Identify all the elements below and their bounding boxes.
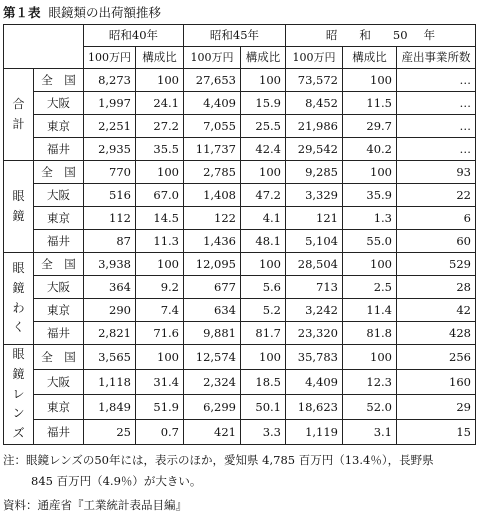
region-label: 東京: [34, 299, 84, 322]
ratio-cell: 100: [343, 161, 397, 184]
ratio-cell: 48.1: [241, 230, 286, 253]
amount-cell: 1,436: [184, 230, 241, 253]
source-note: 資料：通産省『工業統計表品目編』: [3, 498, 187, 512]
ratio-cell: 81.8: [343, 322, 397, 345]
ratio-cell: 11.4: [343, 299, 397, 322]
group-label: 眼鏡レンズ: [4, 345, 34, 445]
ratio-cell: 55.0: [343, 230, 397, 253]
ratio-cell: 18.5: [241, 369, 286, 394]
amount-cell: 634: [184, 299, 241, 322]
table-number: 第１表: [3, 5, 41, 20]
note-line-1: 注：眼鏡レンズの50年には，表示のほか，愛知県 4,785 百万円（13.4％），長野県: [3, 453, 434, 467]
ratio-cell: 2.5: [343, 276, 397, 299]
note-line-2: 845 百万円（4.9％）が大きい。: [31, 474, 202, 488]
ratio-cell: 40.2: [343, 138, 397, 161]
amount-cell: 29,542: [286, 138, 343, 161]
ratio-cell: 5.6: [241, 276, 286, 299]
amount-cell: 3,938: [84, 253, 136, 276]
amount-cell: 87: [84, 230, 136, 253]
ratio-cell: 51.9: [136, 394, 184, 419]
table-title-text: 眼鏡類の出荷額推移: [48, 5, 162, 20]
group-label: 合計: [4, 69, 34, 161]
region-label: 福井: [34, 322, 84, 345]
amount-cell: 18,623: [286, 394, 343, 419]
ratio-cell: 47.2: [241, 184, 286, 207]
amount-cell: 2,251: [84, 115, 136, 138]
amount-cell: 23,320: [286, 322, 343, 345]
ratio-cell: 11.5: [343, 92, 397, 115]
establishment-count-cell: …: [397, 69, 476, 92]
amount-cell: 770: [84, 161, 136, 184]
ratio-cell: 100: [343, 69, 397, 92]
amount-cell: 677: [184, 276, 241, 299]
ratio-cell: 7.4: [136, 299, 184, 322]
ratio-cell: 15.9: [241, 92, 286, 115]
establishment-count-cell: 42: [397, 299, 476, 322]
establishment-count-cell: 29: [397, 394, 476, 419]
header-ratio: 構成比: [136, 47, 184, 69]
table-row: [4, 369, 476, 394]
header-year-40: 昭和40年: [84, 25, 184, 47]
establishment-count-cell: …: [397, 138, 476, 161]
amount-cell: 3,329: [286, 184, 343, 207]
table-row: [4, 184, 476, 207]
amount-cell: 1,997: [84, 92, 136, 115]
ratio-cell: 100: [241, 345, 286, 370]
amount-cell: 27,653: [184, 69, 241, 92]
ratio-cell: 100: [136, 69, 184, 92]
region-label: 全 国: [34, 161, 84, 184]
amount-cell: 713: [286, 276, 343, 299]
region-label: 全 国: [34, 345, 84, 370]
amount-cell: 2,324: [184, 369, 241, 394]
ratio-cell: 100: [241, 253, 286, 276]
amount-cell: 9,285: [286, 161, 343, 184]
amount-cell: 11,737: [184, 138, 241, 161]
shipment-table: [3, 24, 476, 445]
establishment-count-cell: 428: [397, 322, 476, 345]
establishment-count-cell: …: [397, 115, 476, 138]
region-label: 福井: [34, 419, 84, 444]
ratio-cell: 71.6: [136, 322, 184, 345]
ratio-cell: 81.7: [241, 322, 286, 345]
ratio-cell: 27.2: [136, 115, 184, 138]
amount-cell: 21,986: [286, 115, 343, 138]
amount-cell: 25: [84, 419, 136, 444]
table-row: [4, 92, 476, 115]
ratio-cell: 100: [343, 345, 397, 370]
ratio-cell: 100: [136, 161, 184, 184]
amount-cell: 421: [184, 419, 241, 444]
table-row: [4, 322, 476, 345]
ratio-cell: 100: [343, 253, 397, 276]
amount-cell: 290: [84, 299, 136, 322]
establishment-count-cell: 256: [397, 345, 476, 370]
region-label: 福井: [34, 230, 84, 253]
amount-cell: 364: [84, 276, 136, 299]
header-amount: 100万円: [84, 47, 136, 69]
ratio-cell: 100: [136, 345, 184, 370]
amount-cell: 28,504: [286, 253, 343, 276]
amount-cell: 12,574: [184, 345, 241, 370]
amount-cell: 12,095: [184, 253, 241, 276]
header-ratio: 構成比: [241, 47, 286, 69]
establishment-count-cell: 529: [397, 253, 476, 276]
establishment-count-cell: …: [397, 92, 476, 115]
ratio-cell: 1.3: [343, 207, 397, 230]
ratio-cell: 5.2: [241, 299, 286, 322]
amount-cell: 5,104: [286, 230, 343, 253]
amount-cell: 112: [84, 207, 136, 230]
amount-cell: 2,821: [84, 322, 136, 345]
ratio-cell: 29.7: [343, 115, 397, 138]
establishment-count-cell: 28: [397, 276, 476, 299]
establishment-count-cell: 60: [397, 230, 476, 253]
ratio-cell: 100: [241, 161, 286, 184]
amount-cell: 4,409: [184, 92, 241, 115]
amount-cell: 4,409: [286, 369, 343, 394]
establishment-count-cell: 22: [397, 184, 476, 207]
amount-cell: 73,572: [286, 69, 343, 92]
header-amount: 100万円: [184, 47, 241, 69]
region-label: 東京: [34, 115, 84, 138]
header-amount: 100万円: [286, 47, 343, 69]
ratio-cell: 100: [241, 69, 286, 92]
group-label: 眼鏡わく: [4, 253, 34, 345]
table-row: [4, 394, 476, 419]
amount-cell: 516: [84, 184, 136, 207]
header-year-50: 昭 和 50 年: [286, 25, 476, 47]
region-label: 福井: [34, 138, 84, 161]
header-row-years: [4, 25, 476, 47]
amount-cell: 3,242: [286, 299, 343, 322]
ratio-cell: 35.5: [136, 138, 184, 161]
region-label: 東京: [34, 394, 84, 419]
ratio-cell: 3.1: [343, 419, 397, 444]
table-row: [4, 299, 476, 322]
region-label: 全 国: [34, 69, 84, 92]
amount-cell: 8,273: [84, 69, 136, 92]
region-label: 大阪: [34, 184, 84, 207]
ratio-cell: 0.7: [136, 419, 184, 444]
table-title: [3, 3, 161, 21]
ratio-cell: 12.3: [343, 369, 397, 394]
amount-cell: 3,565: [84, 345, 136, 370]
ratio-cell: 31.4: [136, 369, 184, 394]
amount-cell: 2,935: [84, 138, 136, 161]
table-row: [4, 419, 476, 444]
region-label: 全 国: [34, 253, 84, 276]
establishment-count-cell: 15: [397, 419, 476, 444]
ratio-cell: 35.9: [343, 184, 397, 207]
establishment-count-cell: 160: [397, 369, 476, 394]
amount-cell: 1,118: [84, 369, 136, 394]
table-row: [4, 230, 476, 253]
table-row: [4, 138, 476, 161]
establishment-count-cell: 6: [397, 207, 476, 230]
amount-cell: 2,785: [184, 161, 241, 184]
amount-cell: 8,452: [286, 92, 343, 115]
amount-cell: 9,881: [184, 322, 241, 345]
table-row: [4, 207, 476, 230]
ratio-cell: 11.3: [136, 230, 184, 253]
table-row: [4, 253, 476, 276]
ratio-cell: 14.5: [136, 207, 184, 230]
ratio-cell: 42.4: [241, 138, 286, 161]
header-year-45: 昭和45年: [184, 25, 286, 47]
amount-cell: 6,299: [184, 394, 241, 419]
amount-cell: 121: [286, 207, 343, 230]
ratio-cell: 67.0: [136, 184, 184, 207]
region-label: 東京: [34, 207, 84, 230]
header-establishment-count: 産出事業所数: [397, 47, 476, 69]
amount-cell: 7,055: [184, 115, 241, 138]
amount-cell: 122: [184, 207, 241, 230]
table-row: [4, 161, 476, 184]
region-label: 大阪: [34, 92, 84, 115]
establishment-count-cell: 93: [397, 161, 476, 184]
table-row: [4, 69, 476, 92]
amount-cell: 35,783: [286, 345, 343, 370]
amount-cell: 1,408: [184, 184, 241, 207]
ratio-cell: 50.1: [241, 394, 286, 419]
header-ratio: 構成比: [343, 47, 397, 69]
ratio-cell: 25.5: [241, 115, 286, 138]
region-label: 大阪: [34, 276, 84, 299]
table-row: [4, 115, 476, 138]
ratio-cell: 100: [136, 253, 184, 276]
table-row: [4, 345, 476, 370]
region-label: 大阪: [34, 369, 84, 394]
amount-cell: 1,849: [84, 394, 136, 419]
table-row: [4, 276, 476, 299]
ratio-cell: 4.1: [241, 207, 286, 230]
header-row-measures: [4, 47, 476, 69]
ratio-cell: 52.0: [343, 394, 397, 419]
amount-cell: 1,119: [286, 419, 343, 444]
ratio-cell: 3.3: [241, 419, 286, 444]
group-label: 眼鏡: [4, 161, 34, 253]
ratio-cell: 9.2: [136, 276, 184, 299]
ratio-cell: 24.1: [136, 92, 184, 115]
